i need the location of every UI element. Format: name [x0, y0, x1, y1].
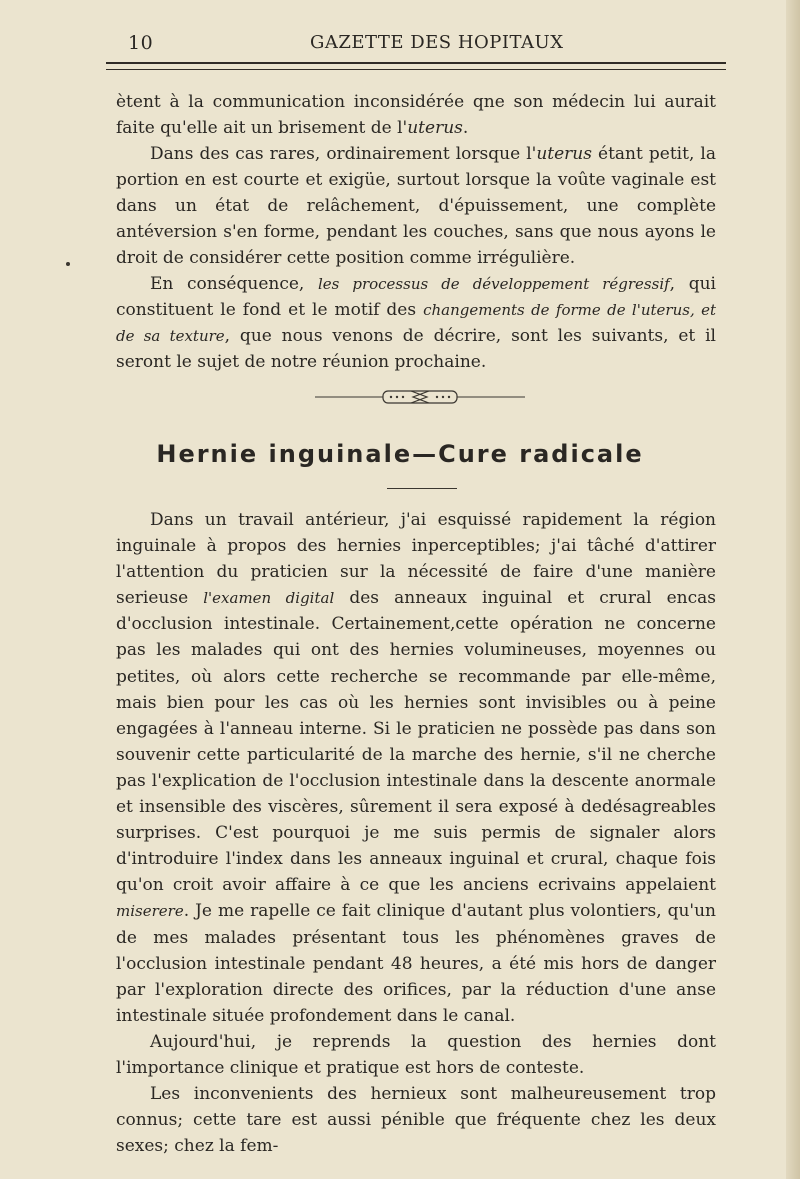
page-header: [0, 30, 800, 56]
margin-mark: [66, 262, 70, 266]
paragraph: Dans des cas rares, ordinairement lorsque l'uterus étant petit, la portion en est courte et exigüe, surtout lorsque la voûte vaginale est dans un état de relâchement, d'épuissement, une complète antéversion s'en forme, pendant les couches, sans que nous ayons le droit de considérer cette position comme irrégulière.: [116, 144, 716, 268]
section-hernie-text: [116, 507, 716, 1159]
running-title: GAZETTE DES HOPITAUX: [310, 32, 564, 53]
page-edge: [786, 0, 800, 1179]
paragraph: ètent à la communication inconsidérée qne son médecin lui aurait faite qu'elle ait un brisement de l'uterus.: [116, 92, 716, 138]
header-rule: [106, 62, 726, 70]
section-uterus-text: [116, 89, 716, 375]
page-number: 10: [128, 32, 154, 54]
headline-rule: [387, 488, 457, 489]
section-divider-ornament: [315, 385, 525, 409]
paragraph: Aujourd'hui, je reprends la question des hernies dont l'importance clinique et pratique est hors de conteste.: [116, 1031, 716, 1078]
paragraph: En conséquence, les processus de développement régressif, qui constituent le fond et le motif des changements de forme de l'uterus, et de sa texture, que nous venons de décrire, sont les suivants, et il seront le sujet de notre réunion prochaine.: [116, 274, 716, 372]
paragraph: Les inconvenients des hernieux sont malheureusement trop connus; cette tare est aussi pénible que fréquente chez les deux sexes; chez la fem-: [116, 1084, 716, 1157]
paragraph: Dans un travail antérieur, j'ai esquissé rapidement la région inguinale à propos des hernies inperceptibles; j'ai tâché d'attirer l'attention du praticien sur la nécessité de faire d'une manière serieuse l'examen digital des anneaux inguinal et crural encas d'occlusion intestinale. Certainement,cette opération ne concerne pas les malades qui ont des hernies volumineuses, moyennes ou petites, où alors cette recherche se recommande par elle-même, mais bien pour les cas où les hernies sont invisibles ou à peine engagées à l'anneau interne. Si le praticien ne possède pas dans son souvenir cette particularité de la marche des hernie, s'il ne cherche pas l'explication de l'occlusion intestinale dans la descente anormale et insensible des viscères, sûrement il sera exposé à dedésagreables surprises. C'est pourquoi je me suis permis de signaler alors d'introduire l'index dans les anneaux inguinal et crural, chaque fois qu'on croit avoir affaire à ce que les anciens ecrivains appelaient miserere. Je me rapelle ce fait clinique d'autant plus volontiers, qu'un de mes malades présentant tous les phénomènes graves de l'occlusion intestinale pendant 48 heures, a été mis hors de danger par l'exploration directe des orifices, par la réduction d'une anse intestinale située profondement dans le canal.: [116, 510, 717, 1026]
article-headline: Hernie inguinale—Cure radicale: [156, 440, 644, 468]
